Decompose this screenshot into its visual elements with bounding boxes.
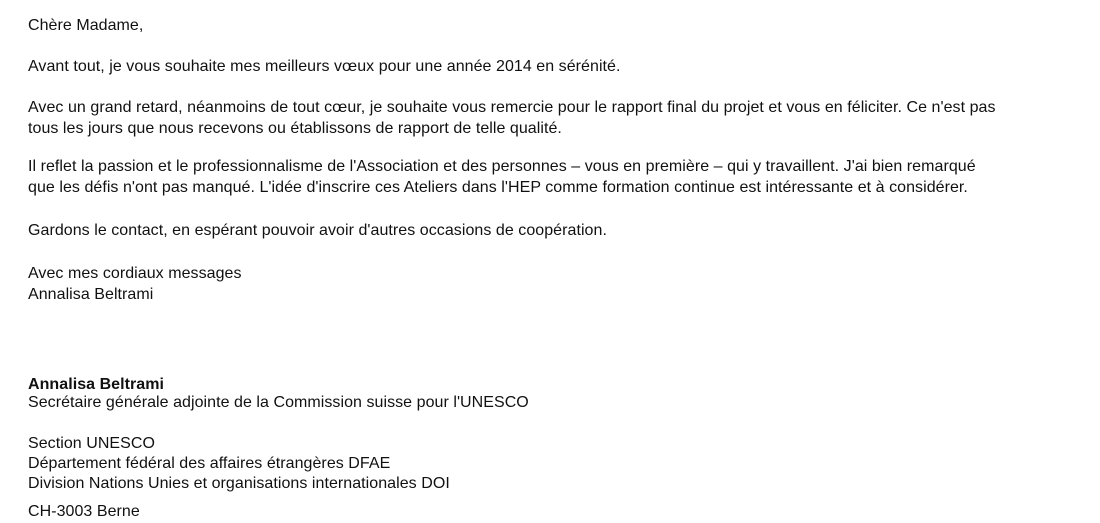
paragraph-passion-line-1: Il reflet la passion et le professionnalisme de l'Association et des personnes – vous en première – qui y travaillent. J'ai bien remarqué: [28, 158, 976, 175]
paragraph-thanks-line-2: tous les jours que nous recevons ou établissons de rapport de telle qualité.: [28, 120, 562, 137]
signature-title: Secrétaire générale adjointe de la Commission suisse pour l'UNESCO: [28, 394, 529, 411]
signature-department: Département fédéral des affaires étrangères DFAE: [28, 455, 391, 472]
salutation: Chère Madame,: [28, 17, 144, 34]
closing-line: Avec mes cordiaux messages: [28, 265, 242, 282]
signature-section: Section UNESCO: [28, 435, 155, 452]
closing-name: Annalisa Beltrami: [28, 286, 154, 303]
signature-division: Division Nations Unies et organisations internationales DOI: [28, 475, 450, 492]
signature-name: Annalisa Beltrami: [28, 376, 165, 393]
paragraph-wishes: Avant tout, je vous souhaite mes meilleurs vœux pour une année 2014 en sérénité.: [28, 58, 621, 75]
paragraph-thanks-line-1: Avec un grand retard, néanmoins de tout cœur, je souhaite vous remercie pour le rapport final du projet et vous en féliciter. Ce n'est pas: [28, 99, 996, 116]
signature-address: CH-3003 Berne: [28, 503, 140, 520]
paragraph-contact: Gardons le contact, en espérant pouvoir avoir d'autres occasions de coopération.: [28, 222, 607, 239]
paragraph-passion-line-2: que les défis n'ont pas manqué. L'idée d'inscrire ces Ateliers dans l'HEP comme formation continue est intéressante et à considérer.: [28, 179, 968, 196]
